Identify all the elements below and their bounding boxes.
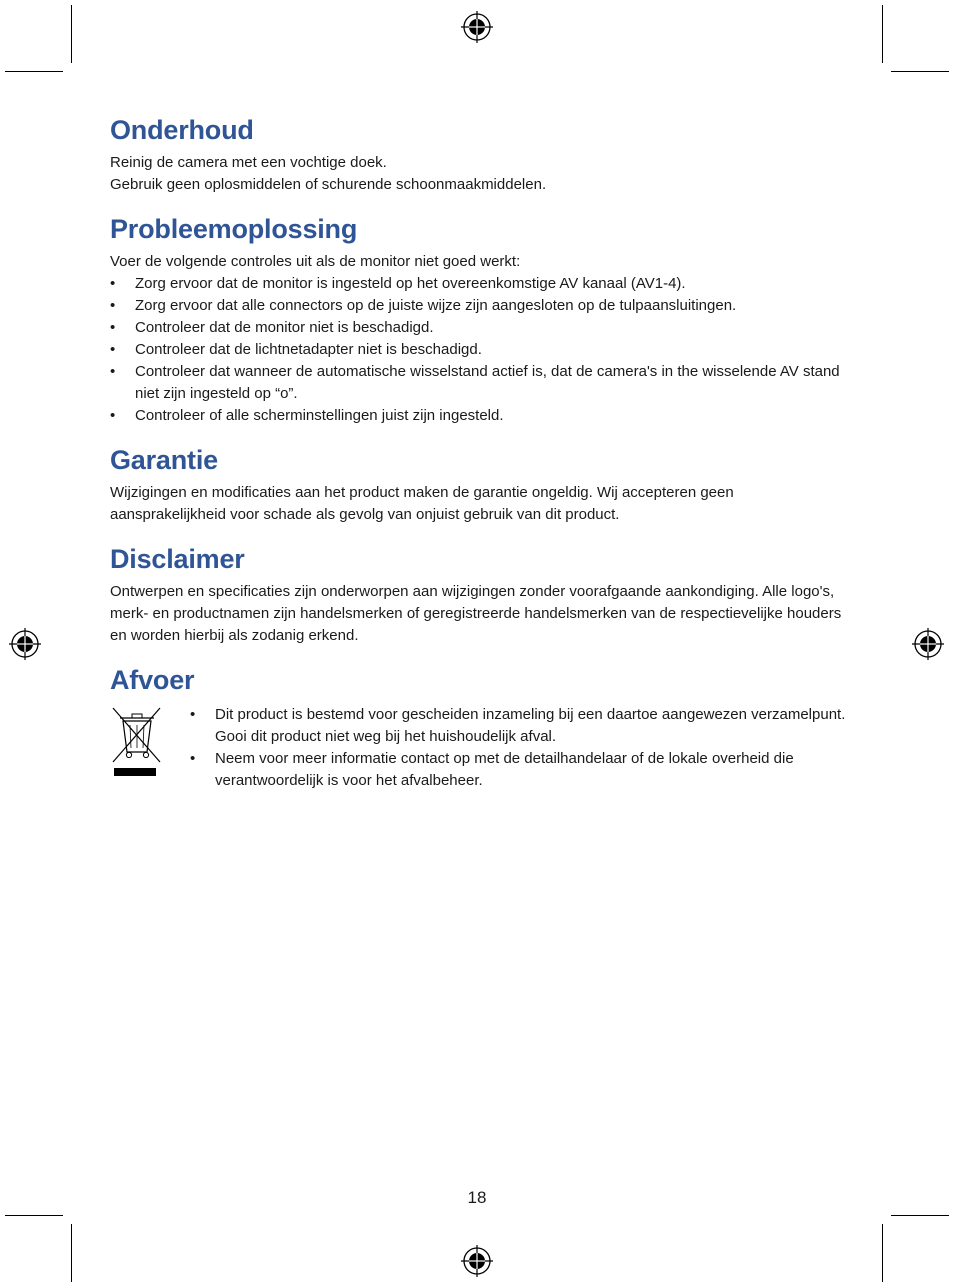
list-item-text: Controleer dat wanneer de automatische wisselstand actief is, dat de camera's in the wisselende AV stand niet zijn ingesteld op “ο”.	[135, 363, 840, 402]
list-item	[110, 295, 850, 317]
section-heading: Garantie	[110, 445, 218, 475]
crossed-out-wheelie-bin-icon	[110, 704, 164, 776]
paragraph: Ontwerpen en specificaties zijn onderworpen aan wijzigingen zonder voorafgaande aankondiging. Alle logo's, merk- en productnamen zijn handelsmerken of geregistreerde handelsmerken van de respectievelijke houders en worden hierbij als zodanig erkend.	[110, 583, 842, 644]
paragraph-line: Reinig de camera met een vochtige doek.	[110, 154, 387, 171]
list-item-text: Controleer of alle scherminstellingen juist zijn ingesteld.	[135, 407, 504, 424]
paragraph: Wijzigingen en modificaties aan het product maken de garantie ongeldig. Wij accepteren geen aansprakelijkheid voor schade als gevolg van onjuist gebruik van dit product.	[110, 484, 734, 523]
section-onderhoud	[110, 112, 850, 196]
crop-mark	[71, 5, 72, 63]
bullet-icon: •	[110, 341, 116, 358]
page-content	[110, 112, 850, 792]
registration-mark-icon	[461, 1245, 493, 1277]
paragraph-line: Gebruik geen oplosmiddelen of schurende schoonmaakmiddelen.	[110, 176, 547, 193]
list-item	[190, 704, 850, 748]
crop-mark	[891, 1215, 949, 1216]
crop-mark	[882, 1224, 883, 1282]
list-item	[110, 273, 850, 295]
bullet-icon: •	[110, 407, 116, 424]
bullet-icon: •	[190, 750, 196, 767]
registration-mark-icon	[912, 628, 944, 660]
list-item	[190, 748, 850, 792]
section-probleemoplossing	[110, 211, 850, 427]
list-item-text: Neem voor meer informatie contact op met de detailhandelaar of de lokale overheid die verantwoordelijk is voor het afvalbeheer.	[215, 750, 794, 789]
crop-mark	[71, 1224, 72, 1282]
list-item-text: Zorg ervoor dat alle connectors op de juiste wijze zijn aangesloten op de tulpaansluitingen.	[135, 297, 737, 314]
disposal-list	[190, 704, 850, 792]
bullet-icon: •	[190, 706, 196, 723]
list-item	[110, 339, 850, 361]
section-heading: Onderhoud	[110, 115, 254, 145]
bullet-icon: •	[110, 363, 116, 380]
list-item-text: Controleer dat de lichtnetadapter niet is beschadigd.	[135, 341, 482, 358]
disposal-block	[110, 704, 850, 792]
list-item	[110, 361, 850, 405]
list-item-text: Dit product is bestemd voor gescheiden inzameling bij een daartoe aangewezen verzamelpunt. Gooi dit product niet weg bij het huishoudelijk afval.	[215, 706, 846, 745]
weee-symbol	[110, 704, 190, 792]
section-disclaimer	[110, 541, 850, 647]
crop-mark	[5, 71, 63, 72]
bullet-icon: •	[110, 275, 116, 292]
list-item-text: Controleer dat de monitor niet is beschadigd.	[135, 319, 434, 336]
list-item-text: Zorg ervoor dat de monitor is ingesteld op het overeenkomstige AV kanaal (AV1-4).	[135, 275, 686, 292]
crop-mark	[891, 71, 949, 72]
troubleshooting-list	[110, 273, 850, 427]
section-heading: Disclaimer	[110, 544, 245, 574]
section-heading: Afvoer	[110, 665, 195, 695]
list-item	[110, 317, 850, 339]
crop-mark	[5, 1215, 63, 1216]
crop-mark	[882, 5, 883, 63]
bullet-icon: •	[110, 297, 116, 314]
section-heading: Probleemoplossing	[110, 214, 358, 244]
section-afvoer	[110, 662, 850, 792]
section-garantie	[110, 442, 850, 526]
page-number: 18	[467, 1188, 487, 1207]
registration-mark-icon	[461, 11, 493, 43]
registration-mark-icon	[9, 628, 41, 660]
bullet-icon: •	[110, 319, 116, 336]
list-item	[110, 405, 850, 427]
intro-paragraph: Voer de volgende controles uit als de monitor niet goed werkt:	[110, 253, 521, 270]
